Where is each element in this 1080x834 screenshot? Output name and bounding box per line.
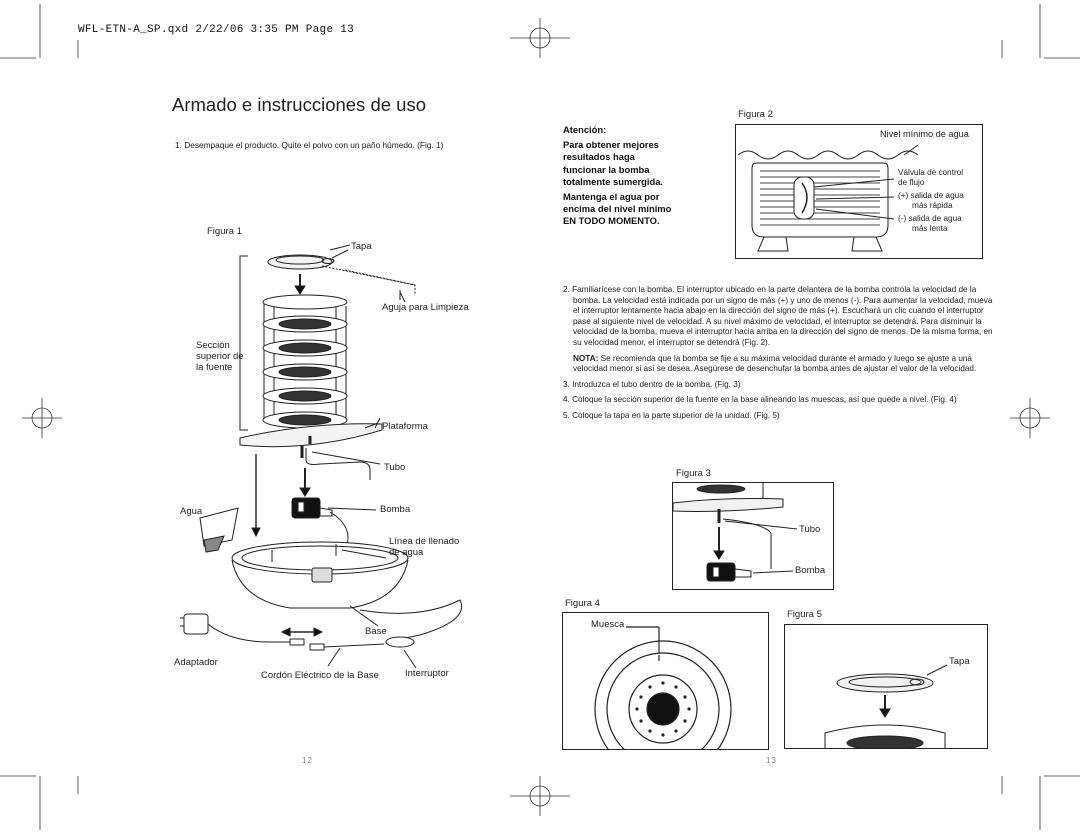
- label-adaptador: Adaptador: [174, 657, 218, 668]
- label-salida-lenta: [898, 214, 962, 233]
- label-plus-line-1: (+) salida de agua: [898, 191, 964, 200]
- page-title: Armado e instrucciones de uso: [172, 94, 426, 115]
- note-label: NOTA:: [573, 353, 599, 363]
- attention-line: totalmente sumergida.: [563, 175, 664, 187]
- label-valvula-line-1: Válvula de control: [898, 168, 964, 177]
- figure-4-title: Figura 4: [565, 598, 600, 609]
- label-fig3-tubo: Tubo: [799, 524, 821, 535]
- label-plataforma: Plataforma: [382, 421, 428, 432]
- step-4: 4. Coloque la sección superior de la fuente en la base alineando las muescas, así que quede a nivel. (Fig. 4): [563, 395, 957, 405]
- label-linea-line-2: de agua: [389, 547, 424, 558]
- note-text: Se recomienda que la bomba se fije a su máxima velocidad durante el armado y luego se ajuste a una velocidad menor si así se desea. Asegúrese de desenchufar la bomba antes de ajustar el valor de la velocidad.: [573, 353, 977, 374]
- label-tubo: Tubo: [384, 462, 406, 473]
- attention-line: encima del nivel mínimo: [563, 203, 672, 215]
- label-linea-llenado: [389, 536, 459, 558]
- figure-2-title: Figura 2: [738, 109, 773, 120]
- label-aguja: Aguja para Limpieza: [382, 302, 469, 313]
- step-5: 5. Coloque la tapa en la parte superior de la unidad. (Fig. 5): [563, 410, 780, 420]
- attention-para-1: [563, 139, 713, 188]
- figure-1-title: Figura 1: [207, 226, 242, 237]
- page-number-right: 13: [766, 756, 777, 765]
- step-3: 3. Introduzca el tubo dentro de la bomba. (Fig. 3): [563, 379, 741, 389]
- attention-line: funcionar la bomba: [563, 163, 650, 175]
- attention-line: resultados haga: [563, 151, 635, 163]
- figure-2-box: [735, 124, 983, 259]
- label-agua: Agua: [180, 506, 203, 517]
- label-minus-line-1: (-) salida de agua: [898, 214, 962, 223]
- attention-box: [563, 124, 713, 231]
- label-base: Base: [365, 626, 387, 637]
- label-valvula: [898, 168, 963, 187]
- attention-para-2: [563, 191, 713, 228]
- note-paragraph: [563, 354, 993, 375]
- attention-line: EN TODO MOMENTO.: [563, 215, 660, 227]
- attention-line: Mantenga el agua por: [563, 191, 660, 203]
- page-number-left: 12: [302, 756, 313, 765]
- label-tapa: Tapa: [351, 241, 372, 252]
- label-minus-line-2: más lenta: [912, 223, 948, 233]
- label-seccion: [196, 340, 244, 373]
- label-seccion-line-2: superior de: [196, 351, 244, 362]
- label-linea-line-1: Línea de llenado: [389, 536, 460, 547]
- label-seccion-line-3: la fuente: [196, 362, 233, 373]
- figure-3-box: [672, 482, 834, 590]
- attention-line: Para obtener mejores: [563, 139, 659, 151]
- label-cordon: Cordón Eléctrico de la Base: [261, 670, 379, 681]
- label-nivel-minimo: Nivel mínimo de agua: [880, 129, 969, 139]
- step-2: 2. Familiarícese con la bomba. El interruptor ubicado en la parte delantera de la bomba controla la velocidad de la bomba. La velocidad está indicada por un signo de más (+) y uno de menos (-). Para aumentar la velocidad, mueva el interruptor lentamente hacia abajo en la dirección del signo de más (+). Escuchará un clic cuando el interruptor pase al siguiente nivel de velocidad. A su nivel máximo de velocidad, el interruptor se detendrá. Para disminuir la velocidad de la bomba, mueva el interruptor hacia arriba en la dirección del signo de menos. De la misma forma, en su velocidad menor, el interruptor se detendrá (Fig. 2).: [563, 285, 993, 347]
- figure-5-title: Figura 5: [787, 609, 822, 620]
- label-fig5-tapa: Tapa: [949, 656, 970, 667]
- label-fig3-bomba: Bomba: [795, 565, 826, 576]
- figure-3-title: Figura 3: [676, 468, 711, 479]
- figure-4-illustration: [563, 613, 768, 749]
- label-interruptor: Interruptor: [405, 668, 449, 679]
- label-plus-line-2: más rápida: [912, 200, 953, 210]
- step-1: 1. Desempaque el producto. Quite el polvo con un paño húmedo. (Fig. 1): [175, 140, 444, 150]
- label-muesca: Muesca: [591, 619, 625, 630]
- label-salida-rapida: [898, 191, 964, 210]
- label-valvula-line-2: de flujo: [898, 177, 925, 187]
- file-slug: WFL-ETN-A_SP.qxd 2/22/06 3:35 PM Page 13: [78, 24, 355, 36]
- figure-4-box: [562, 612, 769, 750]
- attention-heading: Atención:: [563, 124, 607, 135]
- figure-5-illustration: [785, 625, 987, 748]
- instruction-steps: [563, 285, 993, 427]
- figure-5-box: [784, 624, 988, 749]
- label-bomba: Bomba: [380, 504, 411, 515]
- label-seccion-line-1: Sección: [196, 340, 230, 351]
